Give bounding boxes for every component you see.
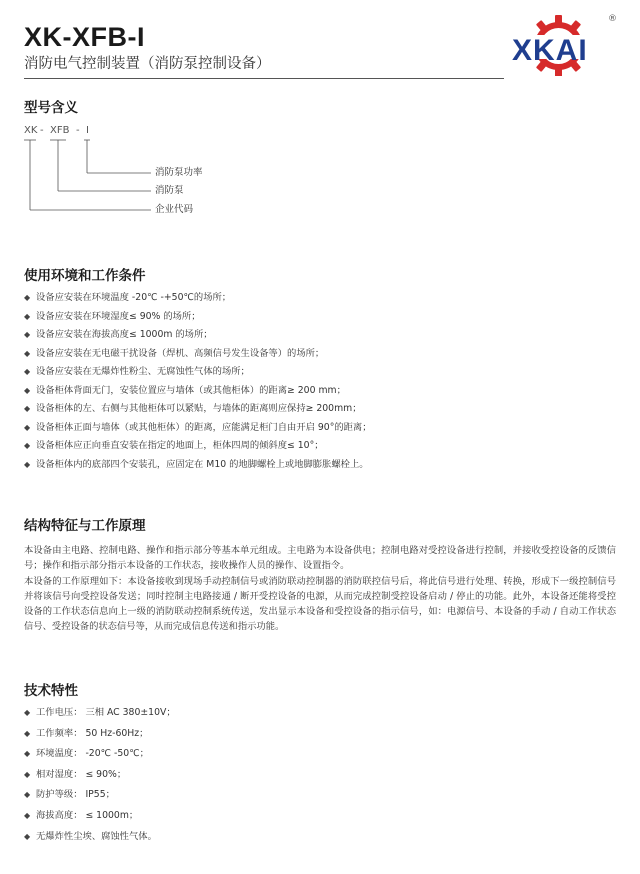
diamond-bullet-icon: ◆ xyxy=(24,311,31,321)
list-item: ◆ 设备柜体背面无门，安装位置应与墙体（或其他柜体）的距离≥ 200 mm； xyxy=(24,382,372,401)
code-separator: - xyxy=(40,125,44,136)
diamond-bullet-icon: ◆ xyxy=(24,790,31,800)
diamond-bullet-icon: ◆ xyxy=(24,385,31,395)
label-fire-pump: 消防泵 xyxy=(155,185,184,196)
diamond-bullet-icon: ◆ xyxy=(24,708,31,717)
product-subtitle: 消防电气控制装置（消防泵控制设备） xyxy=(24,56,271,72)
section-title-technical: 技术特性 xyxy=(24,683,78,699)
technical-list xyxy=(24,703,176,847)
list-item: ◆ 设备柜体应正向垂直安装在指定的地面上，柜体四周的倾斜度≤ 10°； xyxy=(24,437,372,456)
environment-list xyxy=(24,289,372,474)
list-item: ◆ 设备应安装在无电磁干扰设备（焊机、高频信号发生设备等）的场所； xyxy=(24,345,372,364)
list-item: ◆ 设备应安装在无爆炸性粉尘、无腐蚀性气体的场所； xyxy=(24,363,372,382)
diamond-bullet-icon: ◆ xyxy=(24,459,31,469)
diamond-bullet-icon: ◆ xyxy=(24,810,31,820)
code-bracket-lines xyxy=(24,124,284,224)
diamond-bullet-icon: ◆ xyxy=(24,330,31,339)
code-part-power: I xyxy=(86,125,89,136)
list-item: ◆ 防护等级： IP55； xyxy=(24,785,176,806)
registered-mark: ® xyxy=(608,14,617,24)
section-title-model-meaning: 型号含义 xyxy=(24,100,78,116)
diamond-bullet-icon: ◆ xyxy=(24,367,31,376)
diamond-bullet-icon: ◆ xyxy=(24,404,31,413)
list-item: ◆ 无爆炸性尘埃、腐蚀性气体。 xyxy=(24,827,176,848)
model-title: XK-XFB-I xyxy=(24,22,145,52)
diamond-bullet-icon: ◆ xyxy=(24,293,31,302)
list-item: ◆ 设备柜体的左、右侧与其他柜体可以紧贴，与墙体的距离则应保持≥ 200mm； xyxy=(24,400,372,419)
list-item: ◆ 海拔高度： ≤ 1000m； xyxy=(24,806,176,827)
list-item: ◆ 设备应安装在环境湿度≤ 90% 的场所； xyxy=(24,308,372,327)
section-title-structure: 结构特征与工作原理 xyxy=(24,518,146,534)
diamond-bullet-icon: ◆ xyxy=(24,728,31,738)
list-item: ◆ 工作电压： 三相 AC 380±10V； xyxy=(24,703,176,724)
section-title-environment: 使用环境和工作条件 xyxy=(24,268,146,284)
code-separator: - xyxy=(76,125,80,136)
company-logo xyxy=(508,14,616,76)
list-item: ◆ 设备应安装在环境温度 -20℃ -+50℃的场所； xyxy=(24,289,372,308)
list-item: ◆ 相对湿度： ≤ 90%； xyxy=(24,765,176,786)
diamond-bullet-icon: ◆ xyxy=(24,749,31,759)
list-item: ◆ 设备柜体正面与墙体（或其他柜体）的距离，应能满足柜门自由开启 90°的距离； xyxy=(24,419,372,438)
code-part-company: XK xyxy=(24,125,38,136)
list-item: ◆ 设备应安装在海拔高度≤ 1000m 的场所； xyxy=(24,326,372,345)
header-divider xyxy=(24,78,504,79)
diamond-bullet-icon: ◆ xyxy=(24,441,31,450)
list-item: ◆ 环境温度： -20℃ -50℃； xyxy=(24,744,176,765)
structure-paragraph: 本设备由主电路、控制电路、操作和指示部分等基本单元组成。主电路为本设备供电；控制电路对受控设备进行控制，并接收受控设备的反馈信号；操作和指示部分指示本设备的工作状态，接收操作人员的操作、设置指令。 xyxy=(24,545,616,571)
code-part-pump: XFB xyxy=(50,125,70,136)
label-pump-power: 消防泵功率 xyxy=(155,167,203,178)
model-code-diagram xyxy=(24,124,284,224)
principle-paragraph: 本设备的工作原理如下：本设备接收到现场手动控制信号或消防联动控制器的消防联控信号后，将此信号进行处理、转换，形成下一级控制信号并将该信号向受控设备发送；同时控制主电路接通 / 断开受控设备的电源，从而完成控制受控设备启动 / 停止的功能。此外，本设备还能将受控设备的工作状态信息向上一级的消防联动控制系统传送，发出显示本设备和受控设备的指示信号，如：电源信号、本设备的手动 / 自动工作状态信号、受控设备的状态信号等，从而完成信息传送和指示功能。 xyxy=(24,576,616,632)
list-item: ◆ 设备柜体内的底部四个安装孔，应固定在 M10 的地脚螺栓上或地脚膨胀螺栓上。 xyxy=(24,456,372,475)
diamond-bullet-icon: ◆ xyxy=(24,422,31,432)
label-company-code: 企业代码 xyxy=(155,204,194,215)
logo-wordmark: XKAI xyxy=(512,34,588,67)
diamond-bullet-icon: ◆ xyxy=(24,769,31,779)
diamond-bullet-icon: ◆ xyxy=(24,831,31,841)
diamond-bullet-icon: ◆ xyxy=(24,348,31,358)
list-item: ◆ 工作频率： 50 Hz-60Hz； xyxy=(24,724,176,745)
